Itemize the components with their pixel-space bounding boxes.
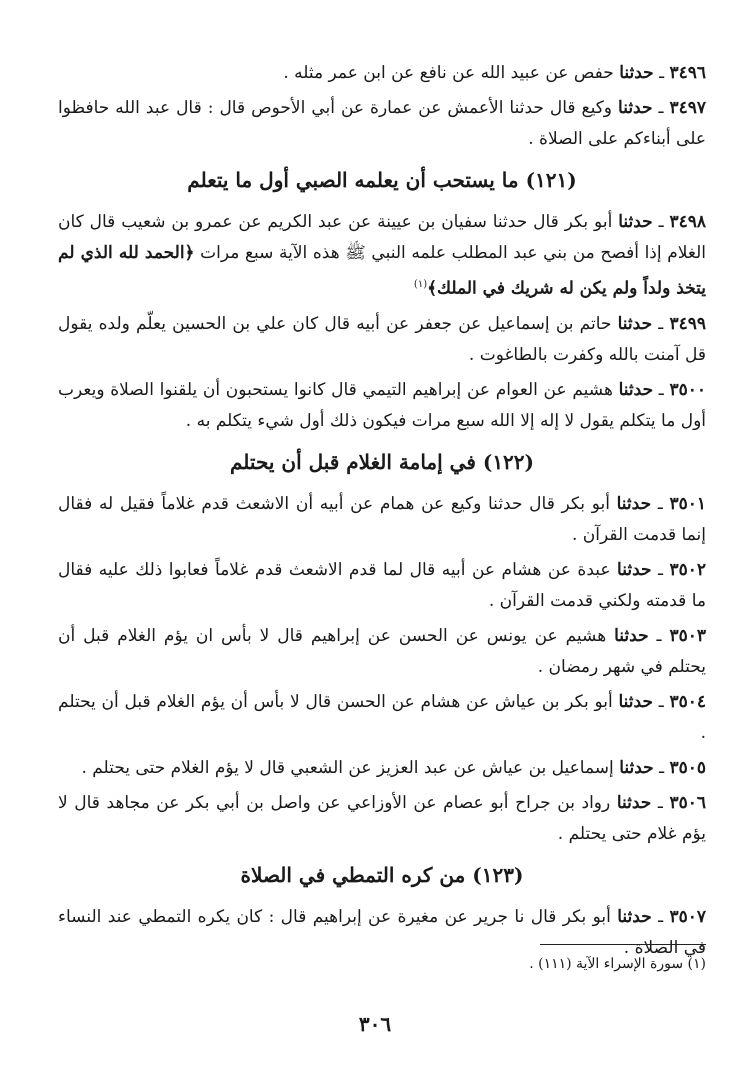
hadith-lead-word: حدثنا <box>618 98 653 118</box>
hadith-number: ٣٥٠٥ <box>669 757 706 778</box>
hadith-text: أبو بكر قال حدثنا سفيان بن عيينة عن عبد الكريم عن عمرو بن شعيب قال كان الغلام إذا أفصح من بني عبد المطلب علمه النبي ﷺ هذه الآية سبع مرات <box>58 212 706 263</box>
hadith-text: أبو بكر بن عياش عن هشام عن الحسن قال لا بأس أن يؤم الغلام قبل أن يحتلم . <box>58 691 706 743</box>
hadith-lead-word: حدثنا <box>617 906 652 927</box>
hadith-paragraph: ٣٥٠٠ ـ حدثنا هشيم عن العوام عن إبراهيم التيمي قال كانوا يستحبون أن يلقنوا الصلاة ويعرب أول ما يتكلم يقول لا إله إلا الله سبع مرات فيكون ذلك أول شيء يتكلم به . <box>58 379 707 431</box>
section-heading: (١٢١) ما يستحب أن يعلمه الصبي أول ما يتعلم <box>187 168 577 192</box>
hadith-paragraph: ٣٤٩٩ ـ حدثنا حاتم بن إسماعيل عن جعفر عن أبيه قال كان علي بن الحسين يعلّم ولده يقول قل آمنت بالله وكفرت بالطاغوت . <box>58 313 706 365</box>
hadith-lead-word: حدثنا <box>619 63 654 83</box>
hadith-lead-word: حدثنا <box>616 493 652 514</box>
hadith-paragraph: ٣٥٠١ ـ حدثنا أبو بكر قال حدثنا وكيع عن همام عن أبيه أن الاشعث قدم غلاماً فقيل له فقال إنما قدمت القرآن . <box>58 493 706 545</box>
hadith-lead-word: حدثنا <box>618 212 653 232</box>
hadith-lead-word: حدثنا <box>618 379 654 400</box>
footnote-marker: (١) <box>413 279 428 290</box>
hadith-number: ٣٥٠٠ <box>669 379 707 400</box>
hadith-text: إسماعيل بن عياش عن عبد العزيز عن الشعبي قال لا يؤم الغلام حتى يحتلم . <box>81 757 614 778</box>
hadith-lead-word: حدثنا <box>618 691 653 712</box>
footnote-divider <box>540 944 706 945</box>
hadith-lead-word: حدثنا <box>614 625 649 646</box>
hadith-text: أبو بكر قال حدثنا وكيع عن همام عن أبيه أن الاشعث قدم غلاماً فقيل له فقال إنما قدمت القرآن . <box>58 493 706 545</box>
hadith-text: هشيم عن العوام عن إبراهيم التيمي قال كانوا يستحبون أن يلقنوا الصلاة ويعرب أول ما يتكلم يقول لا إله إلا الله سبع مرات فيكون ذلك أول شيء يتكلم به . <box>58 379 706 431</box>
hadith-paragraph: ٣٤٩٧ ـ حدثنا وكيع قال حدثنا الأعمش عن عمارة عن أبي الأحوص قال : قال عبد الله حافظوا على أبناءكم على الصلاة . <box>58 98 706 149</box>
page-number: ٣٠٦ <box>358 1012 392 1036</box>
hadith-paragraph: ٣٤٩٦ ـ حدثنا حفص عن عبيد الله عن نافع عن ابن عمر مثله . <box>283 63 706 83</box>
hadith-text: أبو بكر قال نا جرير عن مغيرة عن إبراهيم قال : كان يكره التمطي عند النساء في الصلاة . <box>58 906 706 958</box>
hadith-lead-word: حدثنا <box>617 313 653 334</box>
hadith-paragraph: ٣٥٠٣ ـ حدثنا هشيم عن يونس عن الحسن عن إبراهيم قال لا بأس ان يؤم الغلام قبل أن يحتلم في شهر رمضان . <box>58 625 706 677</box>
hadith-paragraph: ٣٤٩٨ ـ حدثنا أبو بكر قال حدثنا سفيان بن عيينة عن عبد الكريم عن عمرو بن شعيب قال كان الغلام إذا أفصح من بني عبد المطلب علمه النبي ﷺ هذه الآية سبع مرات ﴿الحمد لله الذي لم يتخذ ولداً ولم يكن له شريك في الملك﴾$^{(١)}$ <box>58 212 706 299</box>
hadith-number: ٣٥٠١ <box>669 493 706 514</box>
section-heading: (١٢٢) في إمامة الغلام قبل أن يحتلم <box>229 449 535 474</box>
hadith-text: وكيع قال حدثنا الأعمش عن عمارة عن أبي الأحوص قال : قال عبد الله حافظوا على أبناءكم على الصلاة . <box>58 98 706 149</box>
hadith-number: ٣٥٠٤ <box>669 691 706 712</box>
hadith-number: ٣٤٩٦ <box>669 63 706 83</box>
hadith-text: حفص عن عبيد الله عن نافع عن ابن عمر مثله . <box>283 63 614 83</box>
section-heading: (١٢٣) من كره التمطي في الصلاة <box>240 862 524 887</box>
hadith-number: ٣٥٠٧ <box>669 906 706 927</box>
hadith-number: ٣٤٩٨ <box>669 212 706 232</box>
hadith-number: ٣٤٩٧ <box>669 98 706 118</box>
hadith-lead-word: حدثنا <box>617 559 652 580</box>
hadith-paragraph: ٣٥٠٥ ـ حدثنا إسماعيل بن عياش عن عبد العزيز عن الشعبي قال لا يؤم الغلام حتى يحتلم . <box>81 757 706 778</box>
hadith-text: هشيم عن يونس عن الحسن عن إبراهيم قال لا بأس ان يؤم الغلام قبل أن يحتلم في شهر رمضان . <box>58 625 706 677</box>
hadith-text: حاتم بن إسماعيل عن جعفر عن أبيه قال كان علي بن الحسين يعلّم ولده يقول قل آمنت بالله وكفرت بالطاغوت . <box>58 313 706 365</box>
hadith-paragraph: ٣٥٠٤ ـ حدثنا أبو بكر بن عياش عن هشام عن الحسن قال لا بأس أن يؤم الغلام قبل أن يحتلم . <box>58 691 706 743</box>
hadith-paragraph: ٣٥٠٢ ـ حدثنا عبدة عن هشام عن أبيه قال لما قدم الاشعث قدم غلاماً فعابوا ذلك عليه فقال ما قدمته ولكني قدمت القرآن . <box>58 559 706 611</box>
hadith-lead-word: حدثنا <box>616 792 652 813</box>
footnote: (١) سورة الإسراء الآية (١١١) . <box>529 956 706 972</box>
hadith-number: ٣٥٠٦ <box>669 792 706 813</box>
hadith-number: ٣٥٠٢ <box>669 559 706 580</box>
hadith-text: عبدة عن هشام عن أبيه قال لما قدم الاشعث قدم غلاماً فعابوا ذلك عليه فقال ما قدمته ولكني قدمت القرآن . <box>58 559 706 611</box>
hadith-paragraph: ٣٥٠٦ ـ حدثنا رواد بن جراح أبو عصام عن الأوزاعي عن واصل بن أبي بكر عن مجاهد قال لا يؤم غلام حتى يحتلم . <box>58 792 706 844</box>
hadith-lead-word: حدثنا <box>619 757 654 778</box>
hadith-paragraph: ٣٥٠٧ ـ حدثنا أبو بكر قال نا جرير عن مغيرة عن إبراهيم قال : كان يكره التمطي عند النساء في الصلاة . <box>58 906 706 958</box>
hadith-text: رواد بن جراح أبو عصام عن الأوزاعي عن واصل بن أبي بكر عن مجاهد قال لا يؤم غلام حتى يحتلم . <box>58 792 706 844</box>
quran-verse: ﴿الحمد لله الذي لم يتخذ ولداً ولم يكن له شريك في الملك﴾ <box>58 243 706 299</box>
page-body <box>58 58 706 968</box>
hadith-number: ٣٤٩٩ <box>669 313 706 334</box>
hadith-number: ٣٥٠٣ <box>669 625 706 646</box>
